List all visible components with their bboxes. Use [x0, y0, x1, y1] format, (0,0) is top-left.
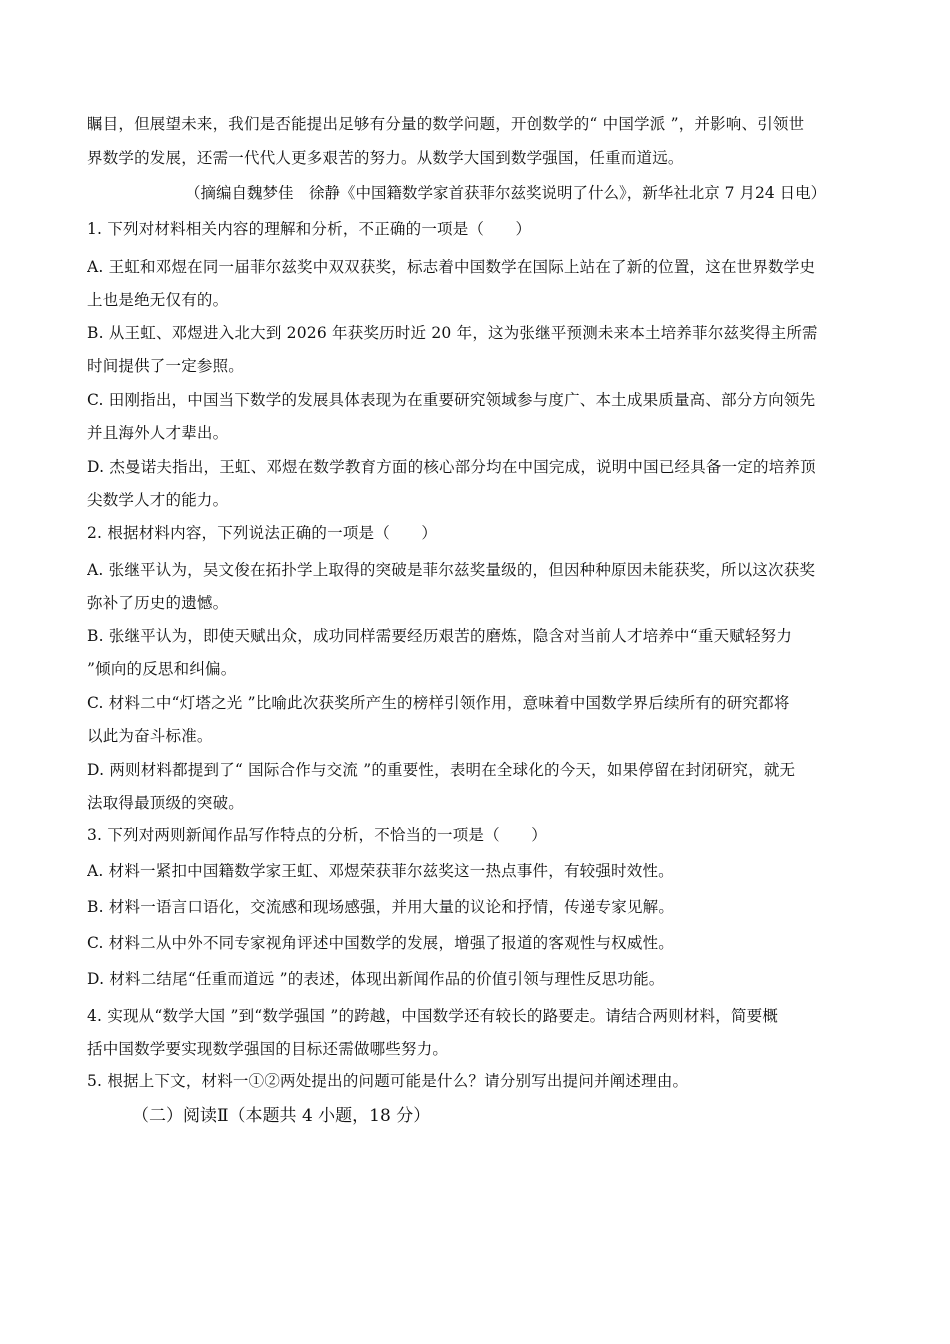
question-2-option-b: B. 张继平认为，即使天赋出众，成功同样需要经历艰苦的磨炼，隐含对当前人才培养中“重天赋轻努力: [87, 627, 793, 645]
passage-line: 瞩目，但展望未来，我们是否能提出足够有分量的数学问题，开创数学的“ 中国学派 ”，并影响、引领世: [87, 115, 805, 133]
question-1-option-c-cont: 并且海外人才辈出。: [87, 424, 229, 442]
question-1-option-c: C. 田刚指出，中国当下数学的发展具体表现为在重要研究领域参与度广、本土成果质量高、部分方向领先: [87, 391, 816, 409]
question-2-option-c: C. 材料二中“灯塔之光 ”比喻此次获奖所产生的榜样引领作用，意味着中国数学界后续所有的研究都将: [87, 694, 790, 712]
question-2-stem: 2. 根据材料内容，下列说法正确的一项是（ ）: [87, 524, 438, 542]
question-5-stem: 5. 根据上下文，材料一①②两处提出的问题可能是什么？请分别写出提问并阐述理由。: [87, 1072, 689, 1090]
question-1-stem: 1. 下列对材料相关内容的理解和分析，不正确的一项是（ ）: [87, 220, 532, 238]
question-3-option-d: D. 材料二结尾“任重而道远 ”的表述，体现出新闻作品的价值引领与理性反思功能。: [87, 970, 665, 988]
question-1-option-d-cont: 尖数学人才的能力。: [87, 491, 229, 509]
question-2-option-c-cont: 以此为奋斗标准。: [87, 727, 213, 745]
question-4-stem: 4. 实现从“数学大国 ”到“数学强国 ”的跨越，中国数学还有较长的路要走。请结合两则材料，简要概: [87, 1007, 779, 1025]
question-2-option-a-cont: 弥补了历史的遗憾。: [87, 594, 229, 612]
question-3-option-b: B. 材料一语言口语化，交流感和现场感强，并用大量的议论和抒情，传递专家见解。: [87, 898, 675, 916]
question-2-option-d-cont: 法取得最顶级的突破。: [87, 794, 245, 812]
question-1-option-a-cont: 上也是绝无仅有的。: [87, 291, 229, 309]
question-3-option-a: A. 材料一紧扣中国籍数学家王虹、邓煜荣获菲尔兹奖这一热点事件，有较强时效性。: [87, 862, 674, 880]
question-4-stem-cont: 括中国数学要实现数学强国的目标还需做哪些努力。: [87, 1040, 449, 1058]
question-2-option-a: A. 张继平认为，吴文俊在拓扑学上取得的突破是菲尔兹奖量级的，但因种种原因未能获奖，所以这次获奖: [87, 561, 816, 579]
question-1-option-a: A. 王虹和邓煜在同一届菲尔兹奖中双双获奖，标志着中国数学在国际上站在了新的位置，这在世界数学史: [87, 258, 816, 276]
question-1-option-b-cont: 时间提供了一定参照。: [87, 357, 245, 375]
passage-line: 界数学的发展，还需一代代人更多艰苦的努力。从数学大国到数学强国，任重而道远。: [87, 149, 684, 167]
question-3-stem: 3. 下列对两则新闻作品写作特点的分析，不恰当的一项是（ ）: [87, 826, 547, 844]
passage-source: （摘编自魏梦佳 徐静《中国籍数学家首获菲尔兹奖说明了什么》，新华社北京 7 月24 日电）: [185, 184, 827, 202]
question-3-option-c: C. 材料二从中外不同专家视角评述中国数学的发展，增强了报道的客观性与权威性。: [87, 934, 674, 952]
question-1-option-d: D. 杰曼诺夫指出，王虹、邓煜在数学教育方面的核心部分均在中国完成，说明中国已经具备一定的培养顶: [87, 458, 816, 476]
question-1-option-b: B. 从王虹、邓煜进入北大到 2026 年获奖历时近 20 年，这为张继平预测未来本土培养菲尔兹奖得主所需: [87, 324, 818, 342]
section-heading: （二）阅读Ⅱ（本题共 4 小题，18 分）: [132, 1106, 431, 1126]
question-2-option-b-cont: ”倾向的反思和纠偏。: [87, 660, 237, 678]
question-2-option-d: D. 两则材料都提到了“ 国际合作与交流 ”的重要性，表明在全球化的今天，如果停留在封闭研究，就无: [87, 761, 796, 779]
